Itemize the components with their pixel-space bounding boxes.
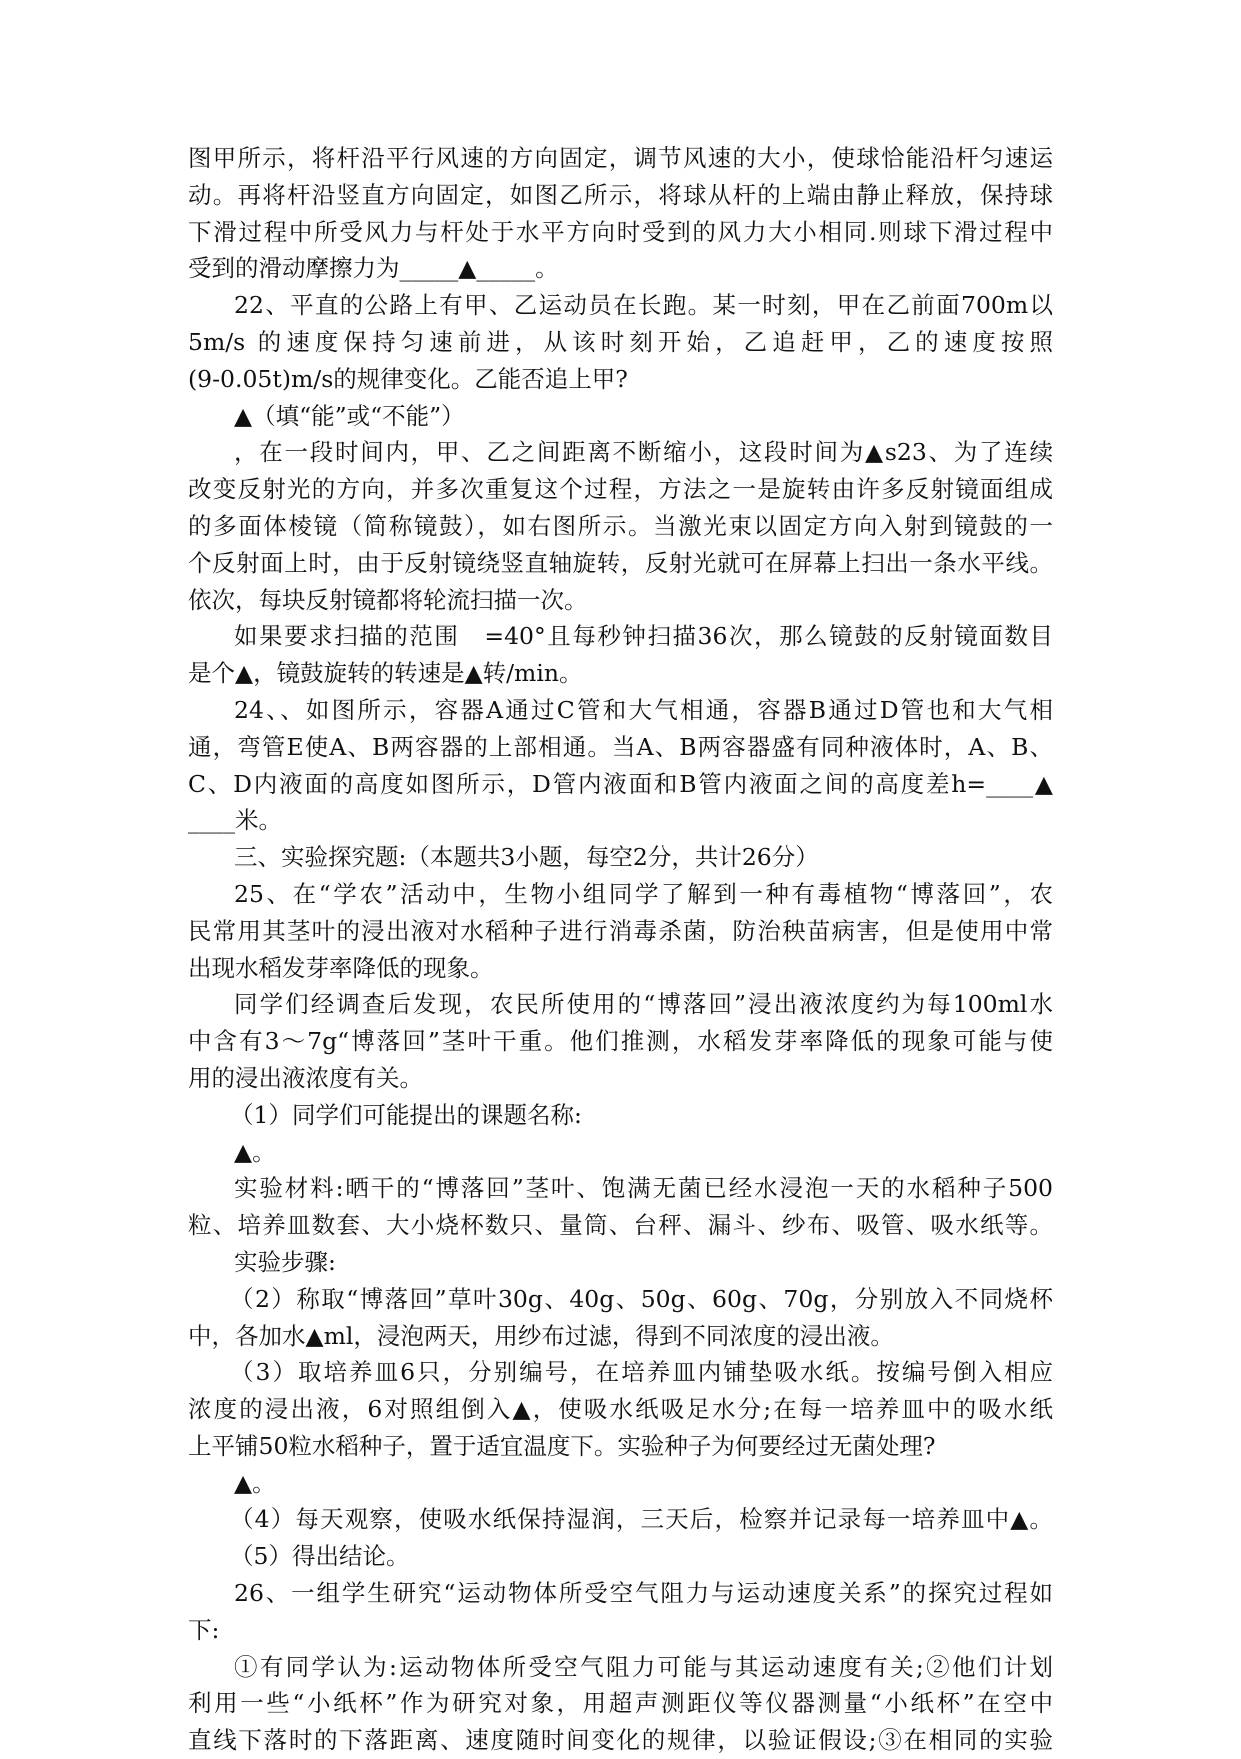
- text-line: 是个▲，镜鼓旋转的转速是▲转/min。: [188, 659, 583, 688]
- text-line: ▲。: [234, 1468, 276, 1497]
- text-line: C、D内液面的高度如图所示，D管内液面和B管内液面之间的高度差h=____▲: [188, 769, 1053, 798]
- text-line: ①有同学认为:运动物体所受空气阻力可能与其运动速度有关;②他们计划: [234, 1652, 1053, 1681]
- text-line: 个反射面上时，由于反射镜绕竖直轴旋转，反射光就可在屏幕上扫出一条水平线。: [188, 548, 1053, 577]
- text-line: 出现水稻发芽率降低的现象。: [188, 953, 494, 982]
- text-line: 图甲所示，将杆沿平行风速的方向固定，调节风速的大小，使球恰能沿杆匀速运: [188, 144, 1053, 172]
- text-line: 25、在“学农”活动中，生物小组同学了解到一种有毒植物“博落回”，农: [234, 879, 1053, 908]
- text-line: 民常用其茎叶的浸出液对水稻种子进行消毒杀菌，防治秧苗病害，但是使用中常: [188, 916, 1053, 945]
- text-line: 直线下落时的下落距离、速度随时间变化的规律，以验证假设;③在相同的实验: [188, 1726, 1053, 1755]
- text-line: 上平铺50粒水稻种子，置于适宜温度下。实验种子为何要经过无菌处理?: [188, 1431, 936, 1460]
- text-line: 中含有3～7g“博落回”茎叶干重。他们推测，水稻发芽率降低的现象可能与使: [188, 1027, 1053, 1056]
- text-line: ▲（填“能”或“不能”）: [234, 401, 465, 430]
- text-line: ，在一段时间内，甲、乙之间距离不断缩小，这段时间为▲s23、为了连续: [234, 438, 1053, 467]
- text-line: 依次，每块反射镜都将轮流扫描一次。: [188, 585, 588, 614]
- text-line: 24、、如图所示，容器A通过C管和大气相通，容器B通过D管也和大气相: [234, 695, 1053, 724]
- text-line: 如果要求扫描的范围 =40°且每秒钟扫描36次，那么镜鼓的反射镜面数目: [234, 622, 1053, 651]
- text-line: 下滑过程中所受风力与杆处于水平方向时受到的风力大小相同.则球下滑过程中: [188, 217, 1053, 246]
- text-line: 中，各加水▲ml，浸泡两天，用纱布过滤，得到不同浓度的浸出液。: [188, 1321, 894, 1350]
- text-line: 26、一组学生研究“运动物体所受空气阻力与运动速度关系”的探究过程如: [234, 1579, 1053, 1608]
- text-line: 实验材料:晒干的“博落回”茎叶、饱满无菌已经水浸泡一天的水稻种子500: [234, 1174, 1053, 1203]
- text-line: 实验步骤:: [234, 1247, 336, 1276]
- text-line: 用的浸出液浓度有关。: [188, 1063, 423, 1092]
- text-line: 同学们经调查后发现，农民所使用的“博落回”浸出液浓度约为每100ml水: [234, 990, 1053, 1019]
- text-line: 粒、培养皿数套、大小烧杯数只、量筒、台秤、漏斗、纱布、吸管、吸水纸等。: [188, 1211, 1053, 1240]
- text-line: 22、平直的公路上有甲、乙运动员在长跑。某一时刻，甲在乙前面700m以: [234, 291, 1053, 320]
- text-line: (9-0.05t)m/s的规律变化。乙能否追上甲?: [188, 364, 628, 393]
- text-line: （3）取培养皿6只，分别编号，在培养皿内铺垫吸水纸。按编号倒入相应: [230, 1358, 1053, 1387]
- text-line: （2）称取“博落回”草叶30g、40g、50g、60g、70g，分别放入不同烧杯: [230, 1284, 1053, 1313]
- text-line: 利用一些“小纸杯”作为研究对象，用超声测距仪等仪器测量“小纸杯”在空中: [188, 1689, 1053, 1718]
- text-line: （5）得出结论。: [230, 1542, 410, 1571]
- text-line: 受到的滑动摩擦力为_____▲_____。: [188, 254, 559, 283]
- text-line: 动。再将杆沿竖直方向固定，如图乙所示，将球从杆的上端由静止释放，保持球: [188, 180, 1053, 209]
- text-line: ____米。: [188, 806, 282, 835]
- text-line: 浓度的浸出液，6对照组倒入▲，使吸水纸吸足水分;在每一培养皿中的吸水纸: [188, 1395, 1053, 1424]
- text-line: 下:: [188, 1615, 220, 1644]
- text-line: （1）同学们可能提出的课题名称:: [230, 1100, 582, 1129]
- text-line: 三、实验探究题:（本题共3小题，每空2分，共计26分）: [234, 843, 819, 872]
- text-line: 5m/s 的速度保持匀速前进，从该时刻开始，乙追赶甲，乙的速度按照: [188, 327, 1053, 356]
- document-page: [188, 140, 1053, 1759]
- text-line: 通，弯管E使A、B两容器的上部相通。当A、B两容器盛有同种液体时，A、B、: [188, 732, 1053, 761]
- text-line: ▲。: [234, 1137, 276, 1166]
- text-line: 的多面体棱镜（简称镜鼓），如右图所示。当激光束以固定方向入射到镜鼓的一: [188, 511, 1053, 540]
- text-line: （4）每天观察，使吸水纸保持湿润，三天后，检察并记录每一培养皿中▲。: [230, 1505, 1053, 1534]
- text-line: 改变反射光的方向，并多次重复这个过程，方法之一是旋转由许多反射镜面组成: [188, 475, 1053, 504]
